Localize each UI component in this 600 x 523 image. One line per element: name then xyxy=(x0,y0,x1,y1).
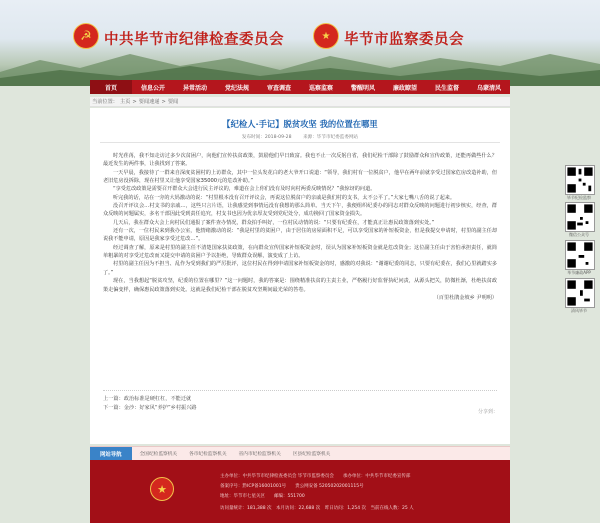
footer-emblem-icon: ★ xyxy=(150,477,174,501)
nav-wumeng[interactable]: 乌蒙清风 xyxy=(476,84,501,92)
link-item[interactable]: 全国纪检监察机关 xyxy=(139,451,178,457)
article-meta xyxy=(90,134,510,140)
article-paragraph: 经过调查了解，原来是村里的副主任不清楚国家扶贫政策，在向群众宣传国家补短板资金时，误认为国家补短板资金就是危改资金；这位副主任由于害怕承担责任，就简单粗暴的对享受过危改而又提交申请的贫困户予以拒绝，导致群众误解，演变成了上访。 xyxy=(103,244,497,260)
article-paragraph: “享受危改政策是需要召开群众大会进行民主评议的，难道在会上你们没有及时向村两委反映情况？”我惊讶的问道。 xyxy=(113,186,376,193)
qr-code-icon[interactable] xyxy=(565,165,595,195)
article-date: 发布时间：2018-09-28 xyxy=(241,135,292,140)
article-paragraph: 现在，当我想起“脱贫攻坚，纪委的位置在哪里？”这一问题时，我的答案是：围绕精准扶贫的主责主业，严格履行好监督执纪问责，从源头把关，防微杜渐，杜绝扶贫政策走偏变样，确保惠民政策落到实处。这就是我们纪检干部在脱贫攻坚期间最光荣的答卷。 xyxy=(103,278,497,293)
breadcrumb xyxy=(90,97,510,107)
qr-code-icon[interactable] xyxy=(565,240,595,270)
article-paragraph: 一天早晨，我接待了一群来自深度贫困村的上访群众，其中一位头发花白的老大爷开口说道：“领导，我们村有一位脱贫户，他早在两年前就享受过国家危房改造补助，但老旧危房没拆除，现在村里又让他享受国家35000元的危改补助。” xyxy=(103,169,497,185)
next-link[interactable]: 金沙：好家风“养护”乡村振兴路 xyxy=(123,405,197,411)
breadcrumb-home[interactable]: 主页 xyxy=(119,99,131,105)
footer-sponsor: 主办单位：中共毕节市纪律检查委员会 毕节市监察委员会 承办单位：中共毕节市纪委宣传部 xyxy=(220,474,411,479)
prev-link[interactable]: 政治标准是硬杠杠，不能迁就 xyxy=(123,396,192,402)
breadcrumb-section[interactable]: 要闻速递 xyxy=(138,99,160,105)
links-bar xyxy=(90,446,510,460)
nav-regulations[interactable]: 党纪法规 xyxy=(224,84,249,92)
article-paragraph: 时光荏苒，我不知走访过多少次贫困户，向他们宣传扶贫政策，鼓励他们早日致富。我也不止一次反躬自省，我们纪检干部除了鼓励群众和宣传政策，还能再做些什么？最近发生的两件事，让我找到了答案。 xyxy=(103,153,497,168)
article-container xyxy=(90,108,510,444)
article-paragraph: 村里的副主任因为不担当、乱作为受到我们的严厉批评，这位村民在得到申请国家补短板资金的时，感激的对我说：“谢谢纪委的同志，只要有纪委在，我们心里就踏实多了。” xyxy=(103,261,497,276)
article-paragraph: 几天后，我在群众大会上向村民们通报了案件查办情况，群众拍手叫好，一位村民动情的说：“只要有纪委在，才能真正让惠民政策落到实处。” xyxy=(113,219,435,226)
site-header xyxy=(0,0,600,86)
nav-info[interactable]: 信息公开 xyxy=(140,84,165,92)
article-paragraph: 还有一次，一位村民来到我办公室，他情绪激动的说：“我是村里的贫困户，由于居住的房屋面积不足，可以享受国家的补短板资金，但是我提交申请时，村里的副主任却说我不能申请，原因是我家享受过危改…”。 xyxy=(103,228,497,243)
link-item[interactable]: 省内市纪检监察机关 xyxy=(238,451,281,457)
nav-home[interactable]: 首页 xyxy=(90,80,132,94)
article-body xyxy=(103,152,497,302)
qr-label: 微信公众号 xyxy=(569,232,589,237)
footer-icp[interactable]: 备案序号：黔ICP备16001001号 贵公网安备 52050202001115号 xyxy=(220,484,364,489)
qr-label: 清风毕节 xyxy=(571,308,587,313)
breadcrumb-sep: > xyxy=(161,98,166,105)
article-paragraph: 听完我的话，站在一旁的大妈激动的说：“村里根本没有召开评议会，再说这位脱贫户的亲戚是我们村的支书，太不公平了。”大家七嘴八舌的说了起来。 xyxy=(113,194,456,201)
prev-article[interactable] xyxy=(103,395,497,404)
prev-label: 上一篇： xyxy=(103,396,124,402)
breadcrumb-prefix: 当前位置： xyxy=(92,99,118,105)
nav-inspection[interactable]: 巡察监察 xyxy=(308,84,333,92)
site-footer xyxy=(90,460,510,523)
link-item[interactable]: 各市纪检监察机关 xyxy=(189,451,227,457)
qr-code-icon[interactable] xyxy=(565,278,595,308)
main-nav xyxy=(90,80,510,94)
site-title-supervision[interactable]: 毕节市监察委员会 xyxy=(344,31,464,48)
party-emblem-icon: ☭ xyxy=(73,23,99,49)
links-title: 网站导航 xyxy=(90,447,132,460)
prev-next-links xyxy=(103,390,497,413)
footer-stats: 访问量统计：181,388 次 本月访问：22,688 次 昨日访问：1,254 次 当前在线人数：25 人 xyxy=(220,506,414,511)
qr-label: 毕节廉政APP xyxy=(567,270,591,275)
nav-livelihood[interactable]: 民生监督 xyxy=(434,84,459,92)
article-title: 【纪检人·手记】脱贫攻坚 我的位置在哪里 xyxy=(222,119,378,129)
qr-label: 毕节纪检监察 xyxy=(567,195,591,200)
footer-address: 地址：毕节市七星关区 邮编：551700 xyxy=(220,494,305,499)
next-article[interactable] xyxy=(103,404,497,413)
link-item[interactable]: 区县纪检监察机关 xyxy=(292,451,331,457)
title-divider xyxy=(100,142,500,143)
nav-investigation[interactable]: 审查调查 xyxy=(266,84,291,92)
site-title-discipline[interactable]: 中共毕节市纪律检查委员会 xyxy=(104,31,284,48)
share-bar[interactable]: 分享到： xyxy=(477,409,498,415)
nav-warning[interactable]: 警醒明风 xyxy=(350,84,375,92)
nav-activity[interactable]: 异常活动 xyxy=(182,84,207,92)
article-author: （百里杜鹃金坡乡 尹明明） xyxy=(433,294,497,301)
article-paragraph: 没召开评议会…村支书的亲戚…，这些只言片语，让我感觉到事情远没有我想的那么简单。当天下午，我便组织纪委办的同志对群众反映的问题进行初步核实，经查，群众反映的问题属实，多名干部因此受到责任追究，村支书也因为优亲厚友受到党纪处分，成功挽回了国家资金损失。 xyxy=(103,203,497,218)
national-emblem-icon: ★ xyxy=(313,23,339,49)
article-source: 来源：毕节市纪委监委网站 xyxy=(303,135,359,140)
next-label: 下一篇： xyxy=(103,405,124,411)
breadcrumb-sep: > xyxy=(132,98,137,105)
nav-outlook[interactable]: 廉政瞭望 xyxy=(392,84,417,92)
breadcrumb-current[interactable]: 要闻 xyxy=(167,99,179,105)
qr-code-icon[interactable] xyxy=(565,202,595,232)
